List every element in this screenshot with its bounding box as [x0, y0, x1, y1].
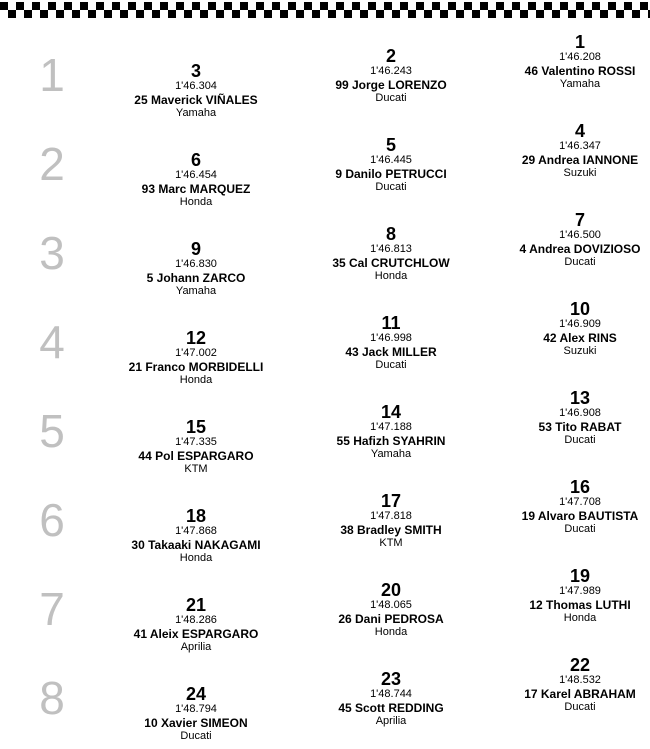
rider-name: 26 Dani PEDROSA — [338, 612, 444, 626]
rider-name: 19 Alvaro BAUTISTA — [521, 509, 639, 523]
grid-slot — [96, 596, 296, 654]
lap-time: 1'46.813 — [370, 243, 412, 255]
grid-slot — [291, 581, 491, 639]
grid-slot — [291, 47, 491, 105]
lap-time: 1'46.347 — [559, 140, 601, 152]
team-name: Honda — [563, 612, 597, 624]
team-name: Yamaha — [175, 107, 217, 119]
grid-slot — [96, 329, 296, 387]
lap-time: 1'47.818 — [370, 510, 412, 522]
grid-slot — [480, 389, 650, 447]
rider-name: 43 Jack MILLER — [345, 345, 437, 359]
rider-name: 53 Tito RABAT — [538, 420, 622, 434]
grid-row-number: 8 — [39, 672, 65, 724]
team-name: Honda — [179, 374, 213, 386]
team-name: Yamaha — [370, 448, 412, 460]
grid-position: 15 — [185, 417, 207, 437]
grid-position: 12 — [185, 328, 207, 348]
rider-name: 30 Takaaki NAKAGAMI — [131, 538, 261, 552]
grid-slot — [291, 403, 491, 461]
rider-name: 25 Maverick VIÑALES — [134, 93, 258, 107]
grid-slot — [291, 492, 491, 550]
rider-name: 29 Andrea IANNONE — [521, 153, 639, 167]
team-name: Yamaha — [175, 285, 217, 297]
lap-time: 1'47.868 — [175, 525, 217, 537]
grid-position: 6 — [190, 150, 201, 170]
grid-slot — [480, 211, 650, 269]
team-name: KTM — [379, 537, 403, 549]
grid-position: 7 — [574, 210, 585, 230]
grid-position: 14 — [380, 402, 402, 422]
rider-name: 93 Marc MARQUEZ — [141, 182, 251, 196]
grid-slot — [96, 418, 296, 476]
lap-time: 1'48.286 — [175, 614, 217, 626]
rider-name: 35 Cal CRUTCHLOW — [332, 256, 450, 270]
rider-name: 4 Andrea DOVIZIOSO — [519, 242, 641, 256]
grid-slot — [96, 685, 296, 743]
grid-row-number: 3 — [39, 227, 65, 279]
grid-position: 3 — [190, 61, 201, 81]
grid-slot — [291, 136, 491, 194]
rider-name: 99 Jorge LORENZO — [335, 78, 447, 92]
rider-name: 10 Xavier SIMEON — [144, 716, 248, 730]
lap-time: 1'46.208 — [559, 51, 601, 63]
team-name: Ducati — [564, 701, 596, 713]
lap-time: 1'46.500 — [559, 229, 601, 241]
lap-time: 1'46.908 — [559, 407, 601, 419]
lap-time: 1'47.708 — [559, 496, 601, 508]
grid-slot — [480, 478, 650, 536]
grid-slot — [291, 314, 491, 372]
grid-position: 24 — [185, 684, 207, 704]
team-name: Suzuki — [563, 345, 597, 357]
grid-row-number: 1 — [39, 49, 65, 101]
grid-slot — [96, 62, 296, 120]
rider-name: 41 Aleix ESPARGARO — [133, 627, 259, 641]
grid-slot — [96, 151, 296, 209]
grid-slot — [480, 33, 650, 91]
grid-slot — [480, 300, 650, 358]
grid-row-number: 2 — [39, 138, 65, 190]
lap-time: 1'47.002 — [175, 347, 217, 359]
grid-position: 21 — [185, 595, 207, 615]
lap-time: 1'46.243 — [370, 65, 412, 77]
lap-time: 1'48.744 — [370, 688, 412, 700]
grid-position: 22 — [569, 655, 591, 675]
rider-name: 9 Danilo PETRUCCI — [335, 167, 447, 181]
lap-time: 1'46.454 — [175, 169, 217, 181]
team-name: Ducati — [375, 359, 407, 371]
grid-position: 1 — [574, 32, 585, 52]
team-name: Yamaha — [559, 78, 601, 90]
grid-position: 23 — [380, 669, 402, 689]
grid-position: 19 — [569, 566, 591, 586]
grid-position: 2 — [385, 46, 396, 66]
rider-name: 12 Thomas LUTHI — [529, 598, 631, 612]
rider-name: 45 Scott REDDING — [338, 701, 444, 715]
team-name: Honda — [179, 196, 213, 208]
team-name: Ducati — [564, 256, 596, 268]
grid-slot — [291, 670, 491, 728]
lap-time: 1'48.794 — [175, 703, 217, 715]
team-name: Honda — [374, 626, 408, 638]
team-name: Honda — [179, 552, 213, 564]
team-name: Honda — [374, 270, 408, 282]
rider-name: 46 Valentino ROSSI — [524, 64, 636, 78]
team-name: Ducati — [180, 730, 212, 742]
team-name: Aprilia — [375, 715, 407, 727]
lap-time: 1'46.998 — [370, 332, 412, 344]
grid-position: 18 — [185, 506, 207, 526]
grid-row-number: 5 — [39, 405, 65, 457]
grid-slot — [291, 225, 491, 283]
grid-row-number: 7 — [39, 583, 65, 635]
lap-time: 1'46.304 — [175, 80, 217, 92]
grid-row-number: 4 — [39, 316, 65, 368]
lap-time: 1'47.188 — [370, 421, 412, 433]
grid-position: 11 — [381, 313, 401, 333]
lap-time: 1'48.065 — [370, 599, 412, 611]
grid-position: 9 — [190, 239, 201, 259]
grid-slot — [480, 567, 650, 625]
team-name: Ducati — [375, 181, 407, 193]
lap-time: 1'46.830 — [175, 258, 217, 270]
team-name: Aprilia — [180, 641, 212, 653]
lap-time: 1'46.445 — [370, 154, 412, 166]
rider-name: 38 Bradley SMITH — [340, 523, 442, 537]
rider-name: 42 Alex RINS — [543, 331, 617, 345]
rider-name: 55 Hafizh SYAHRIN — [336, 434, 446, 448]
grid-position: 17 — [380, 491, 402, 511]
grid-position: 16 — [569, 477, 591, 497]
rider-name: 21 Franco MORBIDELLI — [128, 360, 264, 374]
lap-time: 1'47.335 — [175, 436, 217, 448]
rider-name: 5 Johann ZARCO — [146, 271, 246, 285]
team-name: Ducati — [564, 523, 596, 535]
team-name: KTM — [184, 463, 208, 475]
grid-slot — [480, 122, 650, 180]
lap-time: 1'47.989 — [559, 585, 601, 597]
grid-slot — [96, 507, 296, 565]
team-name: Suzuki — [563, 167, 597, 179]
grid-slot — [480, 656, 650, 714]
grid-position: 20 — [380, 580, 402, 600]
lap-time: 1'46.909 — [559, 318, 601, 330]
grid-slot — [96, 240, 296, 298]
rider-name: 44 Pol ESPARGARO — [138, 449, 254, 463]
grid-position: 13 — [569, 388, 591, 408]
team-name: Ducati — [375, 92, 407, 104]
team-name: Ducati — [564, 434, 596, 446]
grid-position: 10 — [569, 299, 591, 319]
grid-row-number: 6 — [39, 494, 65, 546]
lap-time: 1'48.532 — [559, 674, 601, 686]
grid-position: 4 — [574, 121, 585, 141]
grid-position: 5 — [385, 135, 396, 155]
grid-position: 8 — [385, 224, 396, 244]
rider-name: 17 Karel ABRAHAM — [524, 687, 636, 701]
